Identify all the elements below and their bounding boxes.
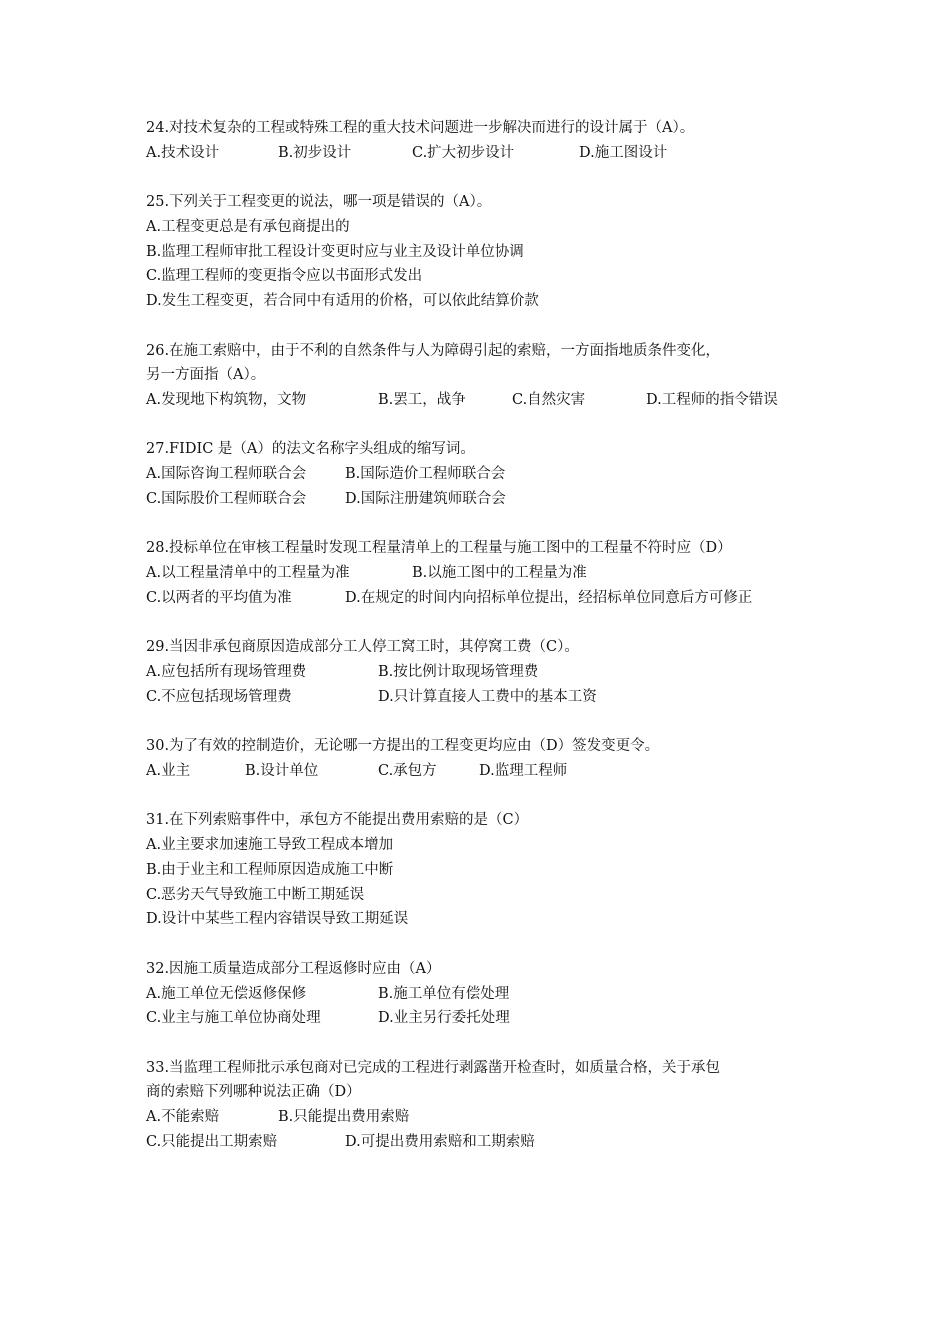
options-row bbox=[146, 1130, 826, 1155]
question-stem: 31.在下列索赔事件中，承包方不能提出费用索赔的是（C） bbox=[146, 812, 529, 829]
option-c: C.自然灾害 bbox=[512, 392, 586, 409]
option-d: D.在规定的时间内向招标单位提出，经招标单位同意后方可修正 bbox=[345, 589, 753, 606]
options-row bbox=[146, 1006, 826, 1031]
option-d: D.业主另行委托处理 bbox=[378, 1010, 510, 1027]
options-row bbox=[146, 487, 826, 512]
option-a: A.不能索赔 bbox=[146, 1109, 220, 1126]
option-b: B.国际造价工程师联合会 bbox=[345, 466, 506, 483]
options-row bbox=[146, 1105, 826, 1130]
option-a: A.以工程量清单中的工程量为准 bbox=[146, 565, 350, 582]
question-33 bbox=[146, 1056, 826, 1155]
option-c: C.不应包括现场管理费 bbox=[146, 688, 292, 705]
option-d: D.施工图设计 bbox=[579, 144, 668, 161]
question-stem-continued: 商的索赔下列哪种说法正确（D） bbox=[146, 1084, 361, 1101]
question-stem: 26.在施工索赔中，由于不利的自然条件与人为障碍引起的索赔，一方面指地质条件变化， bbox=[146, 342, 721, 359]
option-a: A.施工单位无偿返修保修 bbox=[146, 985, 307, 1002]
option-c: C.国际股价工程师联合会 bbox=[146, 491, 307, 508]
option-d: D.只计算直接人工费中的基本工资 bbox=[378, 688, 597, 705]
question-stem-continued: 另一方面指（A）。 bbox=[146, 367, 266, 384]
question-25 bbox=[146, 190, 826, 314]
question-26 bbox=[146, 339, 826, 413]
option-b: B.初步设计 bbox=[278, 144, 352, 161]
question-stem: 25.下列关于工程变更的说法，哪一项是错误的（A）。 bbox=[146, 194, 492, 211]
option-c: C.恶劣天气导致施工中断工期延误 bbox=[146, 886, 365, 903]
question-28 bbox=[146, 536, 826, 610]
option-a: A.应包括所有现场管理费 bbox=[146, 664, 307, 681]
options-row bbox=[146, 759, 826, 784]
option-c: C.监理工程师的变更指令应以书面形式发出 bbox=[146, 268, 423, 285]
option-a: A.发现地下构筑物，文物 bbox=[146, 392, 307, 409]
option-b: B.由于业主和工程师原因造成施工中断 bbox=[146, 861, 394, 878]
options-row bbox=[146, 388, 826, 413]
options-row bbox=[146, 561, 826, 586]
option-b: B.以施工图中的工程量为准 bbox=[412, 565, 587, 582]
option-c: C.只能提出工期索赔 bbox=[146, 1134, 278, 1150]
option-b: B.只能提出费用索赔 bbox=[278, 1109, 410, 1126]
option-a: A.国际咨询工程师联合会 bbox=[146, 466, 307, 483]
option-d: D.国际注册建筑师联合会 bbox=[345, 491, 506, 508]
option-b: B.按比例计取现场管理费 bbox=[378, 664, 539, 681]
options-row bbox=[146, 462, 826, 487]
option-d: D.发生工程变更，若合同中有适用的价格，可以依此结算价款 bbox=[146, 293, 539, 310]
question-31 bbox=[146, 808, 826, 932]
option-c: C.以两者的平均值为准 bbox=[146, 589, 292, 606]
option-b: B.施工单位有偿处理 bbox=[378, 985, 510, 1002]
option-a: A.工程变更总是有承包商提出的 bbox=[146, 218, 350, 235]
question-29 bbox=[146, 635, 826, 709]
options-row bbox=[146, 660, 826, 685]
option-c: C.承包方 bbox=[378, 762, 437, 779]
option-d: D.监理工程师 bbox=[479, 762, 568, 779]
option-a: A.技术设计 bbox=[146, 144, 220, 161]
question-30 bbox=[146, 734, 826, 784]
option-a: A.业主要求加速施工导致工程成本增加 bbox=[146, 837, 394, 854]
option-d: D.工程师的指令错误 bbox=[646, 392, 778, 409]
question-stem: 32.因施工质量造成部分工程返修时应由（A） bbox=[146, 960, 441, 977]
question-stem: 30.为了有效的控制造价，无论哪一方提出的工程变更均应由（D）签发变更令。 bbox=[146, 738, 660, 755]
option-b: B.罢工，战争 bbox=[378, 392, 466, 409]
question-stem: 24.对技术复杂的工程或特殊工程的重大技术问题进一步解决而进行的设计属于（A）。 bbox=[146, 120, 695, 136]
option-d: D.可提出费用索赔和工期索赔 bbox=[345, 1134, 535, 1150]
question-27 bbox=[146, 437, 826, 511]
question-stem: 27.FIDIC 是（A）的法文名称字头组成的缩写词。 bbox=[146, 441, 475, 458]
question-24 bbox=[146, 116, 826, 166]
options-row bbox=[146, 982, 826, 1007]
option-c: C.业主与施工单位协商处理 bbox=[146, 1010, 321, 1027]
question-32 bbox=[146, 957, 826, 1031]
option-d: D.设计中某些工程内容错误导致工期延误 bbox=[146, 911, 409, 928]
question-stem: 33.当监理工程师批示承包商对已完成的工程进行剥露凿开检查时，如质量合格，关于承包 bbox=[146, 1059, 721, 1076]
option-c: C.扩大初步设计 bbox=[412, 144, 515, 161]
option-b: B.监理工程师审批工程设计变更时应与业主及设计单位协调 bbox=[146, 243, 524, 260]
document-page bbox=[146, 116, 826, 1179]
options-row bbox=[146, 586, 826, 611]
options-row bbox=[146, 685, 826, 710]
question-stem: 28.投标单位在审核工程量时发现工程量清单上的工程量与施工图中的工程量不符时应（D） bbox=[146, 540, 732, 557]
option-a: A.业主 bbox=[146, 762, 191, 779]
option-b: B.设计单位 bbox=[245, 762, 319, 779]
question-stem: 29.当因非承包商原因造成部分工人停工窝工时，其停窝工费（C）。 bbox=[146, 639, 579, 656]
options-row bbox=[146, 141, 826, 166]
